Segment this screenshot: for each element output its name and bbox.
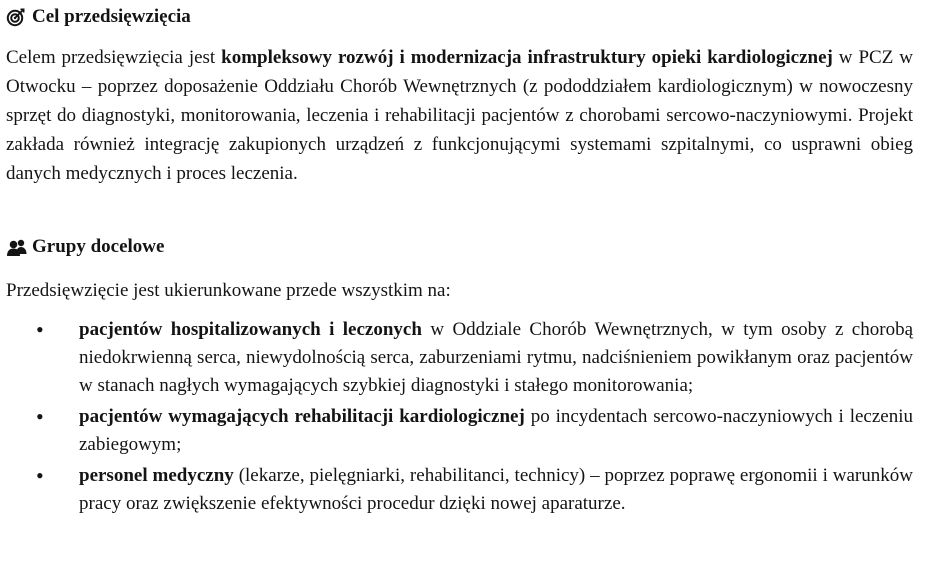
users-icon [6, 237, 26, 257]
section-heading-target-groups [6, 236, 164, 258]
list-item-text: po incydentach sercowo-naczyniowych i leczeniu zabiegowym; [79, 406, 913, 455]
section-title-goal: Cel przedsięwzięcia [32, 6, 191, 27]
goal-text-bold: kompleksowy rozwój i modernizacja infrastruktury opieki kardiologicznej [221, 47, 833, 68]
section-heading-goal [6, 6, 191, 28]
goal-text-rest: w PCZ w Otwocku – poprzez doposażenie Oddziału Chorób Wewnętrznych (z pododdziałem kardiologicznym) w nowoczesny sprzęt do diagnostyki, monitorowania, leczenia i rehabilitacji pacjentów z chorobami sercowo-naczyniowymi. Projekt zakłada również integrację zakupionych urządzeń z funkcjonującymi systemami szpitalnymi, co usprawni obieg danych medycznych i proces leczenia. [6, 47, 913, 184]
target-icon [6, 7, 26, 27]
list-item [0, 316, 913, 400]
list-item [0, 403, 913, 459]
list-item-bold: pacjentów hospitalizowanych i leczonych [79, 319, 422, 340]
list-item-text: w Oddziale Chorób Wewnętrznych, w tym osoby z chorobą niedokrwienną serca, niewydolnością serca, zaburzeniami rytmu, nadciśnieniem powikłanym oraz pacjentów w stanach nagłych wymagających szybkiej diagnostyki i stałego monitorowania; [79, 319, 913, 396]
list-item-bold: pacjentów wymagających rehabilitacji kardiologicznej [79, 406, 525, 427]
goal-paragraph [6, 43, 913, 188]
target-groups-intro: Przedsięwzięcie jest ukierunkowane przede wszystkim na: [6, 280, 451, 301]
goal-text-start: Celem przedsięwzięcia jest [6, 47, 222, 68]
target-groups-list [0, 316, 920, 521]
section-title-target-groups: Grupy docelowe [32, 236, 165, 257]
list-item-text: (lekarze, pielęgniarki, rehabilitanci, technicy) – poprzez poprawę ergonomii i warunków pracy oraz zwiększenie efektywności procedur dzięki nowej aparaturze. [79, 465, 913, 514]
list-item [0, 462, 913, 518]
list-item-bold: personel medyczny [79, 465, 234, 486]
